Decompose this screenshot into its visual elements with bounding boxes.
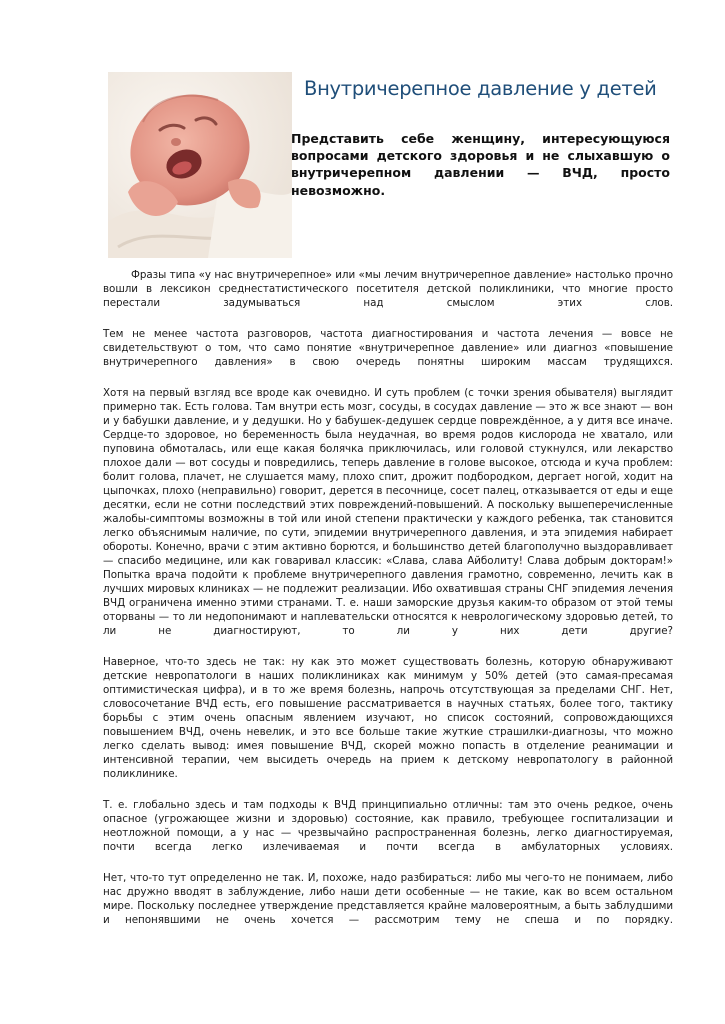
article-paragraph-7: Нет, что-то тут определенно не так. И, похоже, надо разбираться: либо мы чего-то не понимаем, либо нас дружно вводят в заблуждение, либо наши дети особенные — не такие, как во всем остальном мире. Поскольку последнее утверждение представляется крайне маловероятным, а быть заблудшими и непонявшими не очень хочется — рассмотрим тему не спеша и по порядку. — [103, 872, 673, 926]
article-lead: Представить себе женщину, интересующуюся вопросами детского здоровья и не слыхавшую о внутричерепном давлении — ВЧД, просто невозможно. — [291, 131, 670, 198]
article-paragraph-2: Тем не менее частота разговоров, частота диагностирования и частота лечения — вовсе не свидетельствуют о том, что само понятие «внутричерепное давление» или диагноз «повышение внутричерепного давления» в свою очередь понятны широким массам трудящихся. — [103, 328, 673, 368]
article-body — [103, 268, 673, 944]
crying-baby-illustration — [108, 72, 292, 258]
article-paragraph-5: Наверное, что-то здесь не так: ну как это может существовать болезнь, которую обнаруживают детские невропатологи в наших поликлиниках как минимум у 50% детей (это самая-пресамая оптимистическая цифра), и в то же время болезнь, напрочь отсутствующая за пределами СНГ. Нет, словосочетание ВЧД есть, его повышение рассматривается в научных статьях, более того, тактику борьбы с этим очень опасным явлением изучают, но список состояний, сопровождающихся повышением ВЧД, очень невелик, и это все больше такие жуткие страшилки-диагнозы, что можно легко сделать вывод: имея повышение ВЧД, скорей можно попасть в отделение реанимации и интенсивной терапии, чем высидеть очередь на прием к детскому невропатологу в районной поликлинике. — [103, 656, 673, 780]
article-paragraph-3: Хотя на первый взгляд все вроде как очевидно. И суть проблем (с точки зрения обывателя) выглядит примерно так. Есть голова. Там внутри есть мозг, сосуды, в сосудах давление — это ж все знают — вон и у бабушки давление, и у дедушки. Но у бабушек-дедушек сердце повреждённое, а у дитя все иначе. Сердце-то здоровое, но беременность была неудачная, во время родов кислорода не хватало, или пуповина обмоталась, или еще какая болячка приключилась, или головой стукнулся, или лекарство плохое дали — вот сосуды и повредились, теперь давление в голове высокое, отсюда и куча проблем: болит голова, плачет, не слушается маму, плохо спит, дрожит подбородком, дергает ногой, ходит на цыпочках, плохо (неправильно) говорит, дерется в песочнице, сосет палец, отказывается от еды и еще десятки, если не сотни последствий этих повреждений-повышений. А поскольку вышеперечисленные жалобы-симптомы возможны в той или иной степени практически у каждого ребенка, так становится легко объяснимым наличие, по сути, эпидемии внутричерепного давления, и эта эпидемия набирает обороты. Конечно, врачи с этим активно борются, и большинство детей благополучно выздоравливает — спасибо медицине, или как говаривал классик: «Слава, слава Айболиту! Слава добрым докторам!» — [103, 387, 673, 567]
crying-baby-photo — [108, 72, 292, 258]
article-title: Внутричерепное давление у детей — [304, 77, 657, 100]
article-paragraph-1: Фразы типа «у нас внутричерепное» или «мы лечим внутричерепное давление» настолько прочно вошли в лексикон среднестатистического посетителя детской поликлиники, что многие просто перестали задумываться над смыслом этих слов. — [103, 269, 673, 309]
article-paragraph-6: Т. е. глобально здесь и там подходы к ВЧД принципиально отличны: там это очень редкое, очень опасное (угрожающее жизни и здоровью) состояние, как правило, требующее госпитализации и неотложной помощи, а у нас — чрезвычайно распространенная болезнь, легко диагностируемая, почти всегда легко излечиваемая и почти всегда в амбулаторных условиях. — [103, 799, 673, 853]
article-paragraph-4: Попытка врача подойти к проблеме внутричерепного давления грамотно, современно, лечить как в лучших мировых клиниках — не подлежит реализации. Ибо охватившая страны СНГ эпидемия лечения ВЧД ограничена именно этими странами. Т. е. наши заморские друзья каким-то образом от этой темы оторваны — то ли недопонимают и наплевательски относятся к неврологическому здоровью детей, то ли не диагностируют, то ли у них дети другие? — [103, 569, 673, 637]
